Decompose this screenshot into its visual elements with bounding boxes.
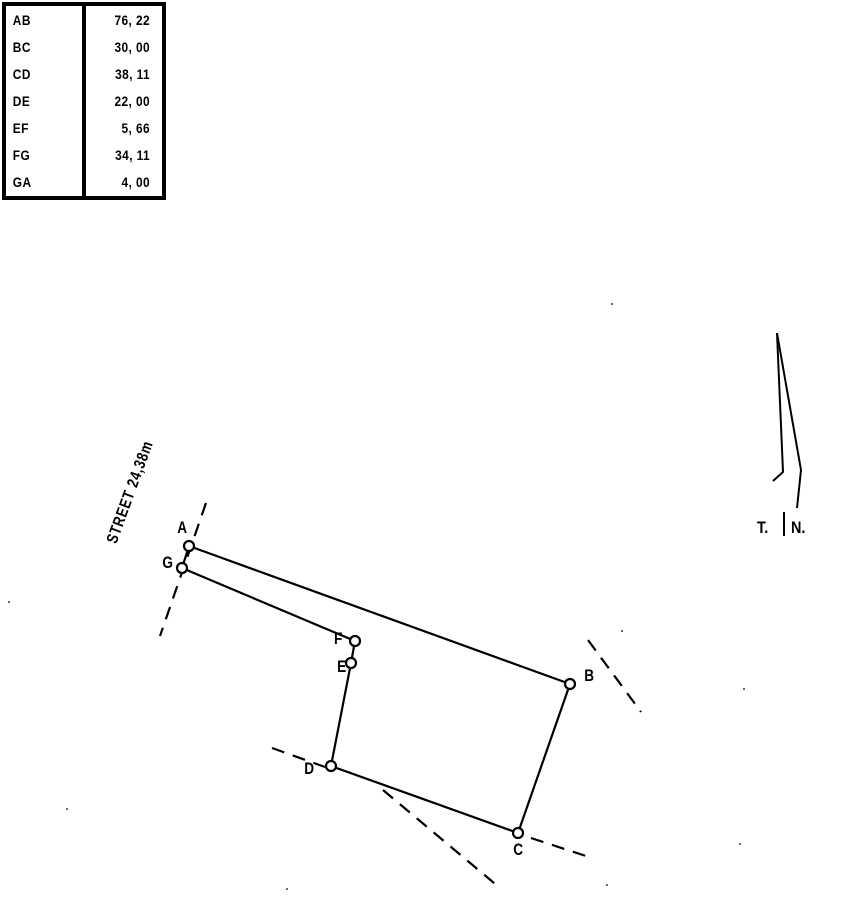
table-cell-distance: 76, 22 (114, 11, 151, 28)
dashed-line-at-c-right (531, 838, 592, 858)
north-arrow-icon (773, 333, 801, 536)
table-cell-code: FG (6, 142, 72, 169)
point-label-a: A (177, 518, 188, 537)
plot-boundary-polygon (182, 546, 570, 833)
table-cell-code: EF (6, 115, 72, 142)
distance-table-grid (6, 6, 162, 196)
street-label: STREET 24,38m (104, 438, 157, 546)
point-marker-c[interactable] (513, 828, 523, 838)
point-marker-e[interactable] (346, 658, 356, 668)
scan-speck (286, 888, 288, 890)
point-marker-b[interactable] (565, 679, 575, 689)
point-label-c: C (513, 840, 524, 859)
point-label-d: D (304, 759, 315, 778)
distance-table (2, 2, 166, 200)
scan-speck (739, 843, 741, 845)
scan-speck (8, 601, 10, 603)
point-marker-g[interactable] (177, 563, 187, 573)
table-cell-distance: 38, 11 (115, 65, 151, 82)
table-cell-distance: 4, 00 (121, 174, 151, 191)
point-label-e: E (337, 657, 347, 676)
table-cell-distance: 34, 11 (115, 147, 151, 164)
table-cell-code: DE (6, 87, 72, 114)
scan-speck (611, 303, 613, 305)
point-label-g: G (162, 553, 173, 572)
scan-speck (66, 808, 68, 810)
table-cell-code: AB (6, 6, 72, 33)
table-cell-code: GA (6, 169, 72, 196)
point-marker-f[interactable] (350, 636, 360, 646)
table-row (6, 60, 162, 87)
point-label-b: B (584, 666, 595, 685)
scan-speck (606, 884, 608, 886)
table-row (6, 142, 162, 169)
scan-speck (621, 630, 623, 632)
dashed-line-at-b (588, 640, 641, 712)
table-cell-distance: 5, 66 (121, 120, 151, 137)
scan-speck (743, 688, 745, 690)
table-row (6, 6, 162, 33)
table-cell-distance: 30, 00 (114, 38, 151, 55)
table-cell-distance: 22, 00 (114, 92, 151, 109)
table-cell-code: CD (6, 60, 72, 87)
point-label-f: F (334, 629, 343, 648)
table-row (6, 169, 162, 196)
table-cell-code: BC (6, 33, 72, 60)
north-north-label: N. (791, 518, 806, 537)
north-true-label: T. (757, 518, 769, 537)
point-marker-d[interactable] (326, 761, 336, 771)
point-markers (177, 541, 575, 838)
table-row (6, 115, 162, 142)
table-row (6, 33, 162, 60)
point-marker-a[interactable] (184, 541, 194, 551)
dashed-line-at-d (272, 748, 325, 767)
table-row (6, 87, 162, 114)
